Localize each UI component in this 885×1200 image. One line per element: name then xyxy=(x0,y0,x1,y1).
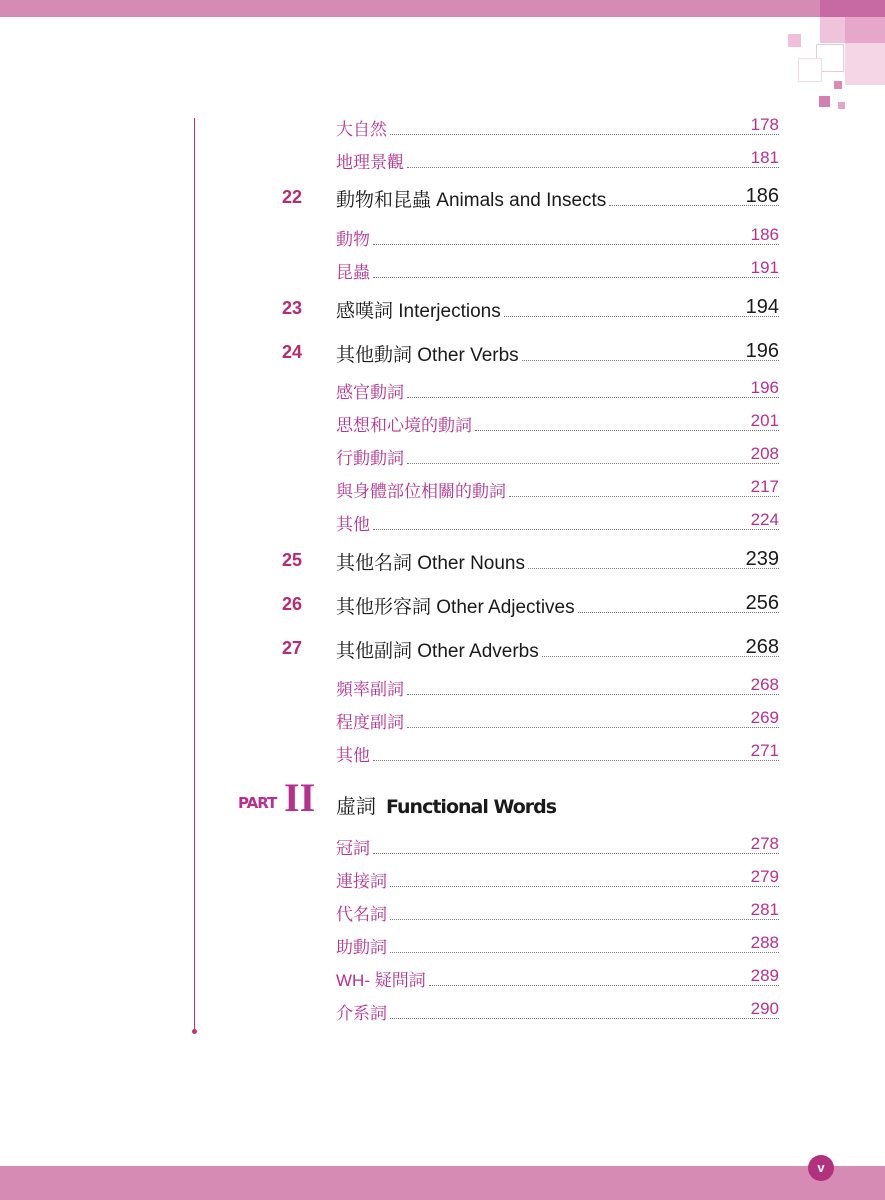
page-number: 268 xyxy=(750,675,779,694)
page-number: 208 xyxy=(750,444,779,463)
part-title[interactable] xyxy=(336,790,556,819)
part-title-zh: 虛詞 xyxy=(336,796,376,818)
toc-title xyxy=(336,675,779,700)
part-label: PART xyxy=(238,794,277,812)
page-number: 268 xyxy=(745,636,779,658)
toc-title xyxy=(336,999,779,1024)
toc-label: 助動詞 xyxy=(336,938,387,957)
corner-square xyxy=(788,34,801,47)
page-number: 279 xyxy=(750,867,779,886)
toc-label: WH- 疑問詞 xyxy=(336,971,426,990)
chapter-number: 26 xyxy=(282,594,303,614)
toc-label: 其他副詞 Other Adverbs xyxy=(336,641,539,662)
page-number: 201 xyxy=(750,411,779,430)
part-numeral: II xyxy=(284,775,316,820)
toc-label: 行動動詞 xyxy=(336,449,404,468)
toc-label: 連接詞 xyxy=(336,872,387,891)
page-number-badge: v xyxy=(808,1155,834,1181)
toc-label: 其他名詞 Other Nouns xyxy=(336,553,525,574)
toc-title xyxy=(336,378,779,403)
toc-title xyxy=(336,411,779,436)
corner-decoration xyxy=(0,0,885,120)
toc-title xyxy=(336,592,779,619)
corner-square xyxy=(845,17,885,43)
part-heading xyxy=(0,775,885,820)
chapter-number: 24 xyxy=(282,342,303,362)
toc-label: 代名詞 xyxy=(336,905,387,924)
toc-title xyxy=(336,225,779,250)
margin-rule-end-dot xyxy=(192,1029,197,1034)
page-number: 186 xyxy=(750,225,779,244)
dot-leader xyxy=(528,568,779,569)
toc-title xyxy=(336,548,779,575)
dot-leader xyxy=(407,167,779,168)
toc-title xyxy=(336,834,779,859)
corner-square xyxy=(819,96,830,107)
toc-title xyxy=(336,636,779,663)
toc-label: 頻率副詞 xyxy=(336,680,404,699)
corner-square xyxy=(834,81,842,89)
page-number: 239 xyxy=(745,548,779,570)
toc-title xyxy=(336,867,779,892)
dot-leader xyxy=(390,134,779,135)
page-number: 256 xyxy=(745,592,779,614)
page-number: 288 xyxy=(750,933,779,952)
page-number: 178 xyxy=(750,115,779,134)
toc-label: 與身體部位相關的動詞 xyxy=(336,482,506,501)
page-number: 269 xyxy=(750,708,779,727)
page-number: 196 xyxy=(750,378,779,397)
toc-title xyxy=(336,148,779,173)
dot-leader xyxy=(504,316,779,317)
toc-label: 昆蟲 xyxy=(336,263,370,282)
page-number: 271 xyxy=(750,741,779,760)
dot-leader xyxy=(373,529,779,530)
toc-title xyxy=(336,933,779,958)
toc-label: 感官動詞 xyxy=(336,383,404,402)
margin-rule xyxy=(194,118,195,1030)
page-number: 281 xyxy=(750,900,779,919)
page-number: 194 xyxy=(745,296,779,318)
dot-leader xyxy=(373,760,779,761)
dot-leader xyxy=(373,853,779,854)
dot-leader xyxy=(407,397,779,398)
toc-label: 介系詞 xyxy=(336,1004,387,1023)
corner-square xyxy=(845,43,885,85)
toc-label: 動物和昆蟲 Animals and Insects xyxy=(336,190,607,211)
dot-leader xyxy=(475,430,779,431)
page-number: 181 xyxy=(750,148,779,167)
toc-title xyxy=(336,296,779,323)
part-title-en: Functional Words xyxy=(386,796,557,818)
corner-square xyxy=(820,17,845,43)
page-number: 224 xyxy=(750,510,779,529)
toc-title xyxy=(336,708,779,733)
toc-title xyxy=(336,444,779,469)
toc-label: 其他形容詞 Other Adjectives xyxy=(336,597,575,618)
toc-label: 其他 xyxy=(336,746,370,765)
toc-title xyxy=(336,115,779,140)
page-number: 278 xyxy=(750,834,779,853)
toc-title xyxy=(336,340,779,367)
corner-square xyxy=(838,102,845,109)
dot-leader xyxy=(509,496,779,497)
chapter-number: 23 xyxy=(282,298,303,318)
page-number: 186 xyxy=(745,185,779,207)
dot-leader xyxy=(407,694,779,695)
page-number: 289 xyxy=(750,966,779,985)
bottom-color-band xyxy=(0,1166,885,1200)
dot-leader xyxy=(429,985,779,986)
corner-square xyxy=(798,58,822,82)
page-number: 196 xyxy=(745,340,779,362)
dot-leader xyxy=(390,886,779,887)
toc-label: 其他 xyxy=(336,515,370,534)
toc-title xyxy=(336,510,779,535)
dot-leader xyxy=(373,244,779,245)
chapter-number: 22 xyxy=(282,187,303,207)
toc-label: 地理景觀 xyxy=(336,153,404,172)
page-number: 290 xyxy=(750,999,779,1018)
toc-label: 大自然 xyxy=(336,120,387,139)
dot-leader xyxy=(522,360,779,361)
toc-title xyxy=(336,185,779,212)
top-color-band xyxy=(0,0,885,17)
toc-label: 冠詞 xyxy=(336,839,370,858)
toc-title xyxy=(336,900,779,925)
toc-label: 程度副詞 xyxy=(336,713,404,732)
toc-label: 其他動詞 Other Verbs xyxy=(336,345,519,366)
toc-title xyxy=(336,477,779,502)
chapter-number: 25 xyxy=(282,550,303,570)
toc-title xyxy=(336,741,779,766)
dot-leader xyxy=(390,952,779,953)
toc-title xyxy=(336,966,779,991)
toc-label: 動物 xyxy=(336,230,370,249)
page-number: 191 xyxy=(750,258,779,277)
dot-leader xyxy=(542,656,779,657)
dot-leader xyxy=(390,1018,779,1019)
dot-leader xyxy=(373,277,779,278)
toc-label: 思想和心境的動詞 xyxy=(336,416,472,435)
page-number: 217 xyxy=(750,477,779,496)
toc-label: 感嘆詞 Interjections xyxy=(336,301,501,322)
dot-leader xyxy=(407,727,779,728)
toc-title xyxy=(336,258,779,283)
corner-square xyxy=(816,44,844,72)
dot-leader xyxy=(407,463,779,464)
dot-leader xyxy=(390,919,779,920)
chapter-number: 27 xyxy=(282,638,303,658)
